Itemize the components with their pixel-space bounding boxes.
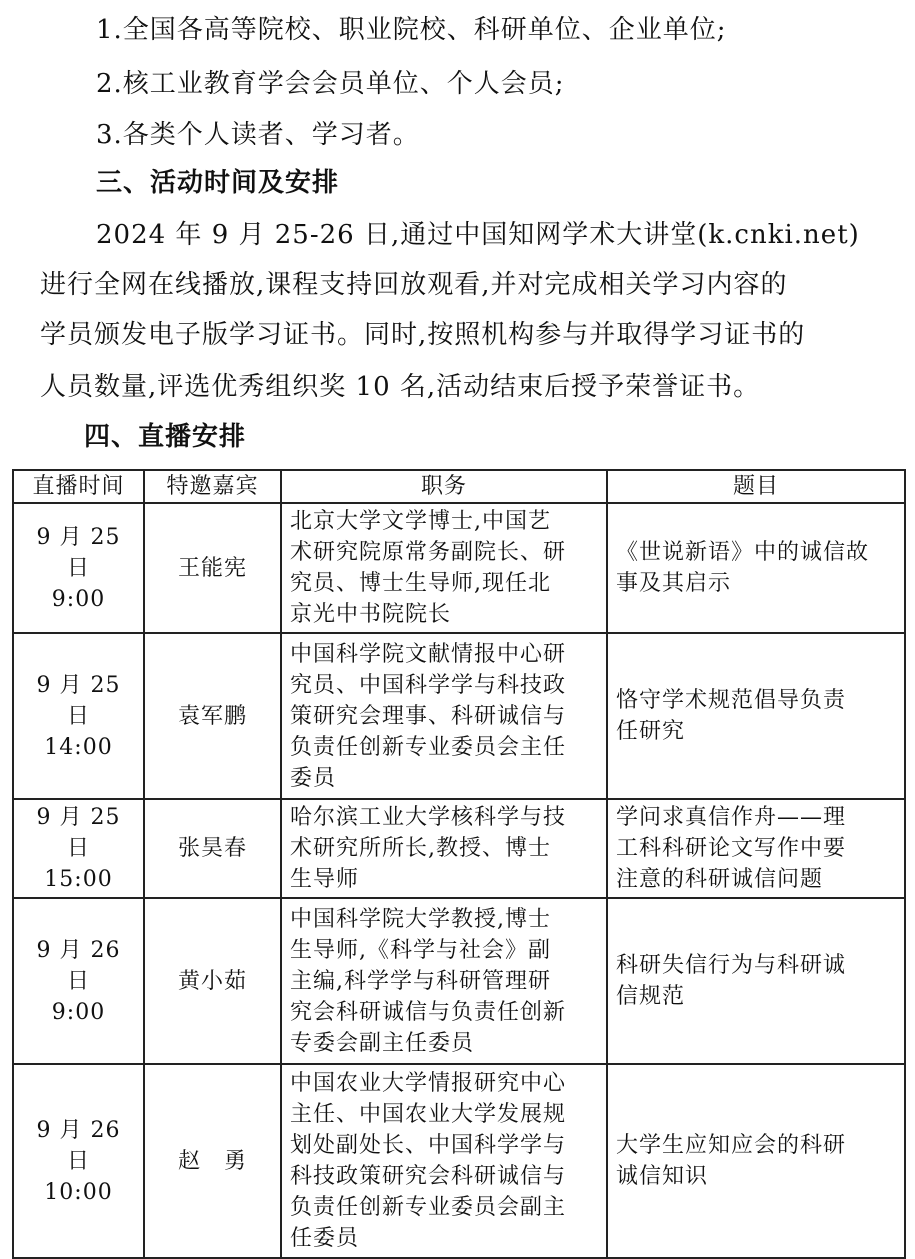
position-line: 术研究所所长,教授、博士 xyxy=(290,836,551,861)
position-line: 术研究院原常务副院长、研 xyxy=(290,540,567,565)
position-line: 生导师 xyxy=(290,867,360,892)
position-line: 究员、博士生导师,现任北 xyxy=(290,571,551,596)
section-3-paragraph-line: 人员数量,评选优秀组织奖 10 名,活动结束后授予荣誉证书。 xyxy=(40,372,761,402)
cell-topic xyxy=(607,799,905,898)
position-line: 京光中书院院长 xyxy=(290,602,452,627)
cell-topic xyxy=(607,633,905,799)
table-row xyxy=(13,503,905,633)
topic-line: 大学生应知应会的科研 xyxy=(616,1133,847,1158)
position-line: 中国农业大学情报研究中心 xyxy=(290,1071,567,1096)
header-guest: 特邀嘉宾 xyxy=(144,470,281,503)
cell-position xyxy=(281,503,607,633)
topic-line: 《世说新语》中的诚信故 xyxy=(616,540,870,565)
header-live-time: 直播时间 xyxy=(13,470,144,503)
position-line: 负责任创新专业委员会主任 xyxy=(290,734,567,760)
section-3-paragraph-line: 2024 年 9 月 25-26 日,通过中国知网学术大讲堂(k.cnki.net) xyxy=(96,220,860,250)
table-row xyxy=(13,799,905,898)
live-clock-time: 9:00 xyxy=(51,999,106,1025)
topic-line: 工科科研论文写作中要 xyxy=(616,836,847,861)
live-date: 9 月 25 日 xyxy=(36,805,121,861)
cell-guest-name: 袁军鹏 xyxy=(144,633,281,799)
topic-line: 科研失信行为与科研诚 xyxy=(616,953,847,978)
live-date: 9 月 26 日 xyxy=(36,937,121,994)
cell-guest-name: 张昊春 xyxy=(144,799,281,898)
topic-line: 注意的科研诚信问题 xyxy=(616,867,824,892)
cell-guest-name: 赵 勇 xyxy=(144,1064,281,1258)
position-line: 策研究会理事、科研诚信与 xyxy=(290,703,567,729)
live-date: 9 月 25 日 xyxy=(36,524,121,581)
position-line: 生导师,《科学与社会》副 xyxy=(290,937,551,963)
cell-topic xyxy=(607,503,905,633)
table-row xyxy=(13,633,905,799)
position-line: 科技政策研究会科研诚信与 xyxy=(290,1164,567,1189)
position-line: 主编,科学学与科研管理研 xyxy=(290,968,551,994)
position-line: 中国科学院大学教授,博士 xyxy=(290,906,551,932)
cell-live-time xyxy=(13,633,144,799)
live-clock-time: 9:00 xyxy=(51,586,106,612)
section-3-paragraph-line: 学员颁发电子版学习证书。同时,按照机构参与并取得学习证书的 xyxy=(40,320,806,350)
live-date: 9 月 25 日 xyxy=(36,672,121,729)
audience-item: 3.各类个人读者、学习者。 xyxy=(96,120,420,150)
position-line: 哈尔滨工业大学核科学与技 xyxy=(290,805,567,830)
audience-item: 1.全国各高等院校、职业院校、科研单位、企业单位; xyxy=(96,15,727,45)
live-date: 9 月 26 日 xyxy=(36,1117,121,1174)
position-line: 北京大学文学博士,中国艺 xyxy=(290,509,551,534)
cell-guest-name: 王能宪 xyxy=(144,503,281,633)
table-header-row xyxy=(13,470,905,503)
table-row xyxy=(13,1064,905,1258)
header-topic: 题目 xyxy=(607,470,905,503)
position-line: 委员 xyxy=(290,765,337,791)
position-line: 负责任创新专业委员会副主 xyxy=(290,1195,567,1220)
position-line: 究员、中国科学学与科技政 xyxy=(290,672,567,698)
audience-item: 2.核工业教育学会会员单位、个人会员; xyxy=(96,69,565,99)
topic-line: 诚信知识 xyxy=(616,1164,709,1189)
cell-live-time xyxy=(13,503,144,633)
live-schedule-table xyxy=(12,469,906,1259)
topic-line: 事及其启示 xyxy=(616,571,732,596)
cell-live-time xyxy=(13,799,144,898)
position-line: 划处副处长、中国科学学与 xyxy=(290,1133,567,1158)
cell-position xyxy=(281,799,607,898)
live-clock-time: 15:00 xyxy=(44,867,113,892)
position-line: 主任、中国农业大学发展规 xyxy=(290,1102,567,1127)
cell-position xyxy=(281,898,607,1064)
position-line: 究会科研诚信与负责任创新 xyxy=(290,999,567,1025)
cell-live-time xyxy=(13,898,144,1064)
section-4-heading: 四、直播安排 xyxy=(84,422,247,452)
position-line: 任委员 xyxy=(290,1226,360,1251)
cell-topic xyxy=(607,898,905,1064)
position-line: 专委会副主任委员 xyxy=(290,1030,475,1056)
section-3-heading: 三、活动时间及安排 xyxy=(96,168,340,198)
position-line: 中国科学院文献情报中心研 xyxy=(290,641,567,667)
table-row xyxy=(13,898,905,1064)
live-clock-time: 14:00 xyxy=(44,734,113,760)
topic-line: 学问求真信作舟——理 xyxy=(616,805,847,830)
section-3-paragraph-line: 进行全网在线播放,课程支持回放观看,并对完成相关学习内容的 xyxy=(40,270,788,300)
header-position: 职务 xyxy=(281,470,607,503)
cell-live-time xyxy=(13,1064,144,1258)
cell-topic xyxy=(607,1064,905,1258)
topic-line: 任研究 xyxy=(616,719,686,744)
cell-position xyxy=(281,1064,607,1258)
live-clock-time: 10:00 xyxy=(44,1179,113,1205)
cell-position xyxy=(281,633,607,799)
topic-line: 信规范 xyxy=(616,984,686,1009)
cell-guest-name: 黄小茹 xyxy=(144,898,281,1064)
topic-line: 恪守学术规范倡导负责 xyxy=(616,688,847,713)
